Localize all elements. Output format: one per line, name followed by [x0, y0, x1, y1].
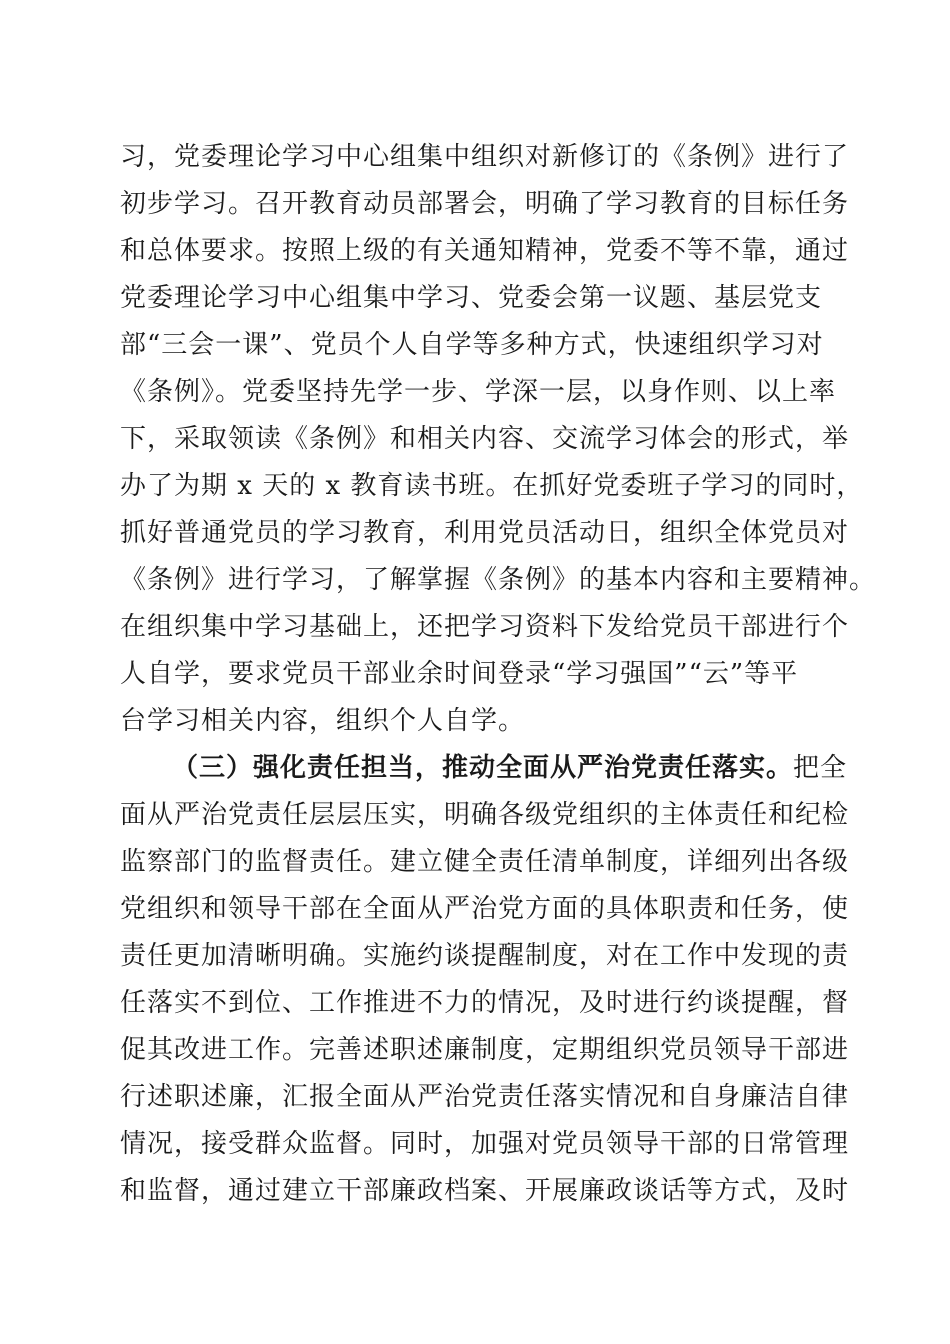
text-line-9: 抓好普通党员的学习教育，利用党员活动日，组织全体党员对	[120, 518, 850, 548]
section-3-heading: （三）强化责任担当，推动全面从严治党责任落实。	[172, 753, 794, 783]
text-line-2: 初步学习。召开教育动员部署会，明确了学习教育的目标任务	[120, 189, 850, 219]
section-3-line-6: 促其改进工作。完善述职述廉制度，定期组织党员领导干部进	[120, 1035, 850, 1065]
text-line-13: 台学习相关内容，组织个人自学。	[120, 706, 526, 736]
section-3-line-5: 任落实不到位、工作推进不力的情况，及时进行约谈提醒，督	[120, 988, 850, 1018]
section-3-line-8: 情况，接受群众监督。同时，加强对党员领导干部的日常管理	[120, 1129, 850, 1159]
section-3-line-2: 监察部门的监督责任。建立健全责任清单制度，详细列出各级	[120, 847, 850, 877]
text-line-1: 习，党委理论学习中心组集中组织对新修订的《条例》进行了	[120, 142, 850, 172]
text-line-10: 《条例》进行学习，了解掌握《条例》的基本内容和主要精神。	[120, 565, 877, 595]
section-3-line-3: 党组织和领导干部在全面从严治党方面的具体职责和任务，使	[120, 894, 850, 924]
text-line-12: 人自学，要求党员干部业余时间登录“学习强国”“云”等平	[120, 659, 799, 689]
text-line-8: 办了为期 x 天的 x 教育读书班。在抓好党委班子学习的同时，	[120, 471, 864, 501]
body-text	[120, 134, 877, 1215]
text-line-4: 党委理论学习中心组集中学习、党委会第一议题、基层党支	[120, 283, 823, 313]
text-line-6: 《条例》。党委坚持先学一步、学深一层，以身作则、以上率	[120, 377, 837, 407]
section-3-line-7: 行述职述廉，汇报全面从严治党责任落实情况和自身廉洁自律	[120, 1082, 850, 1112]
section-3-heading-tail: 把全	[793, 753, 848, 783]
text-line-7: 下，采取领读《条例》和相关内容、交流学习体会的形式，举	[120, 424, 850, 454]
section-3-line-1: 面从严治党责任层层压实，明确各级党组织的主体责任和纪检	[120, 800, 850, 830]
text-line-11: 在组织集中学习基础上，还把学习资料下发给党员干部进行个	[120, 612, 850, 642]
text-line-3: 和总体要求。按照上级的有关通知精神，党委不等不靠，通过	[120, 236, 850, 266]
section-3-heading-line	[120, 745, 848, 792]
text-line-5: 部“三会一课”、党员个人自学等多种方式，快速组织学习对	[120, 330, 824, 360]
section-3-line-4: 责任更加清晰明确。实施约谈提醒制度，对在工作中发现的责	[120, 941, 850, 971]
section-3-line-9: 和监督，通过建立干部廉政档案、开展廉政谈话等方式，及时	[120, 1176, 850, 1206]
